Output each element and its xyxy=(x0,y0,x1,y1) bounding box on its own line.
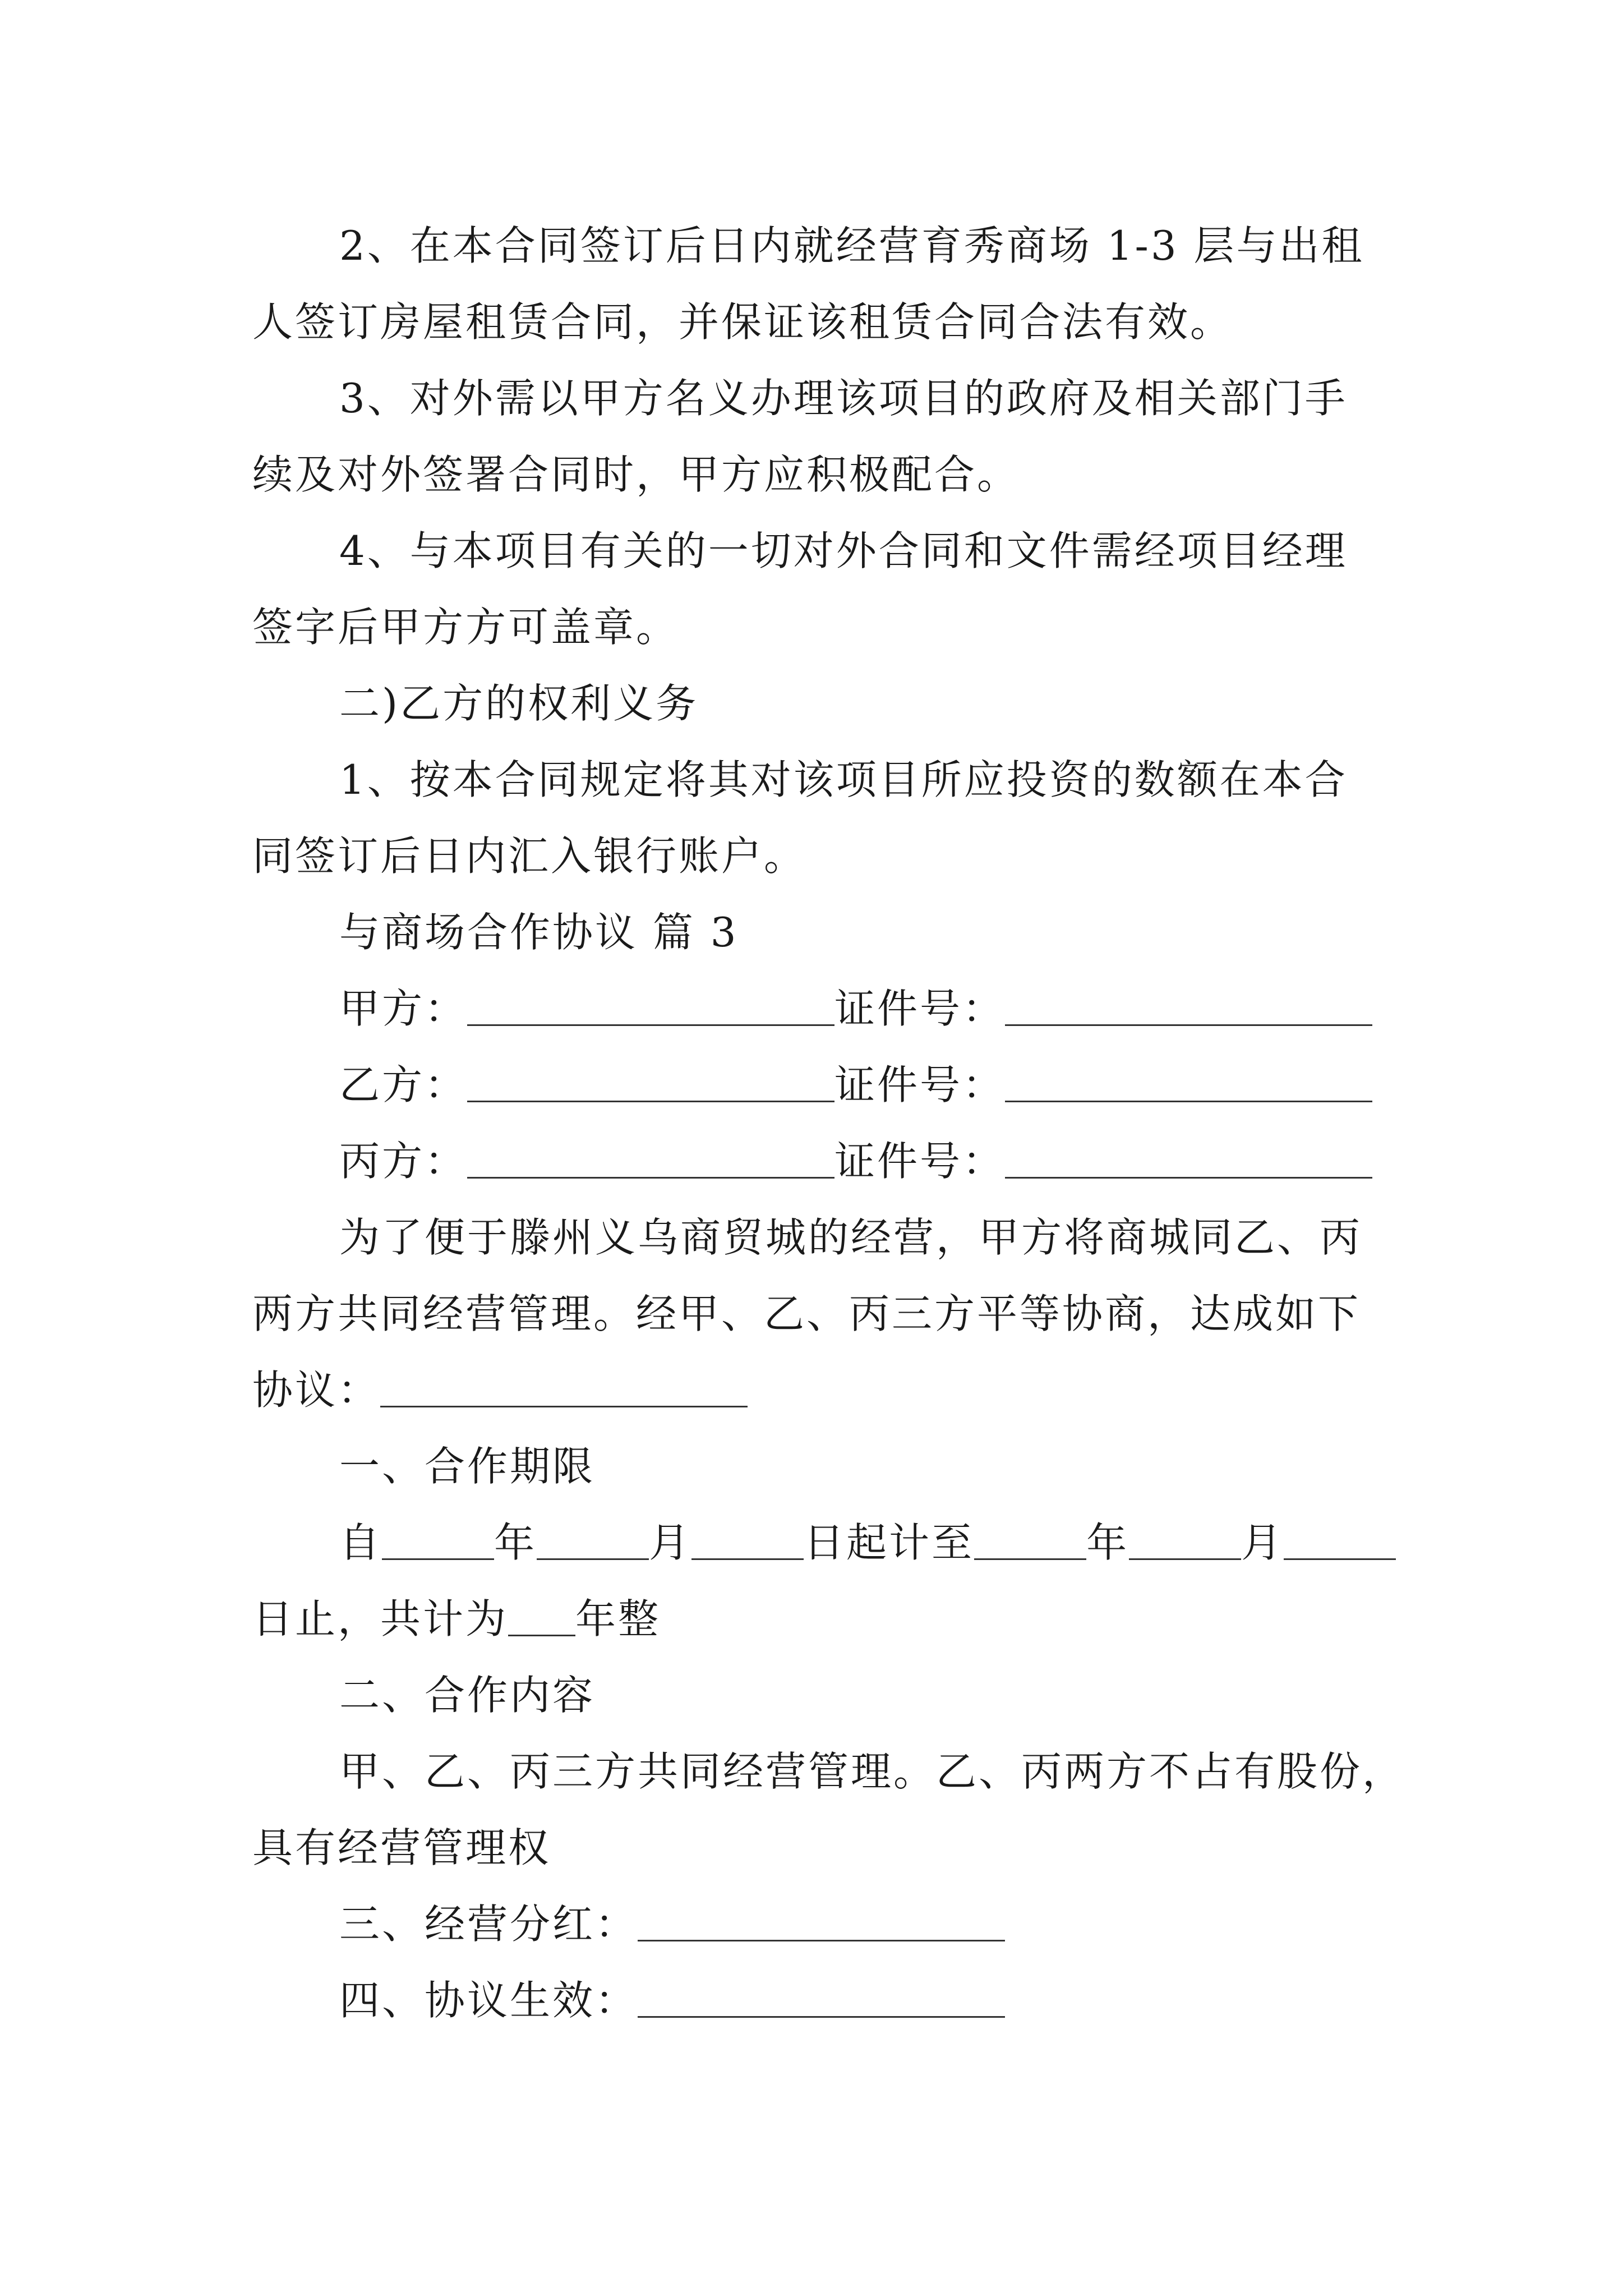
agreement-label: 协议： xyxy=(252,1366,381,1414)
end-day-blank[interactable] xyxy=(1284,1525,1396,1560)
section-heading: 二、合作内容 xyxy=(339,1672,596,1719)
document-title: 与商场合作协议 篇 3 xyxy=(339,909,739,956)
paragraph-line: 人签订房屋租赁合同，并保证该租赁合同合法有效。 xyxy=(252,298,1233,346)
from-label: 自 xyxy=(339,1519,382,1566)
day-to-label: 日起计至 xyxy=(804,1519,975,1566)
party-b-row xyxy=(252,1047,1380,1123)
effective-label: 四、协议生效： xyxy=(339,1977,638,2024)
party-b-name-blank[interactable] xyxy=(467,1067,834,1102)
paragraph-line: 1、按本合同规定将其对该项目所应投资的数额在本合 xyxy=(339,756,1348,803)
start-month-blank[interactable] xyxy=(537,1525,649,1560)
paragraph-line: 3、对外需以甲方名义办理该项目的政府及相关部门手 xyxy=(339,375,1348,422)
paragraph-line: 甲、乙、丙三方共同经营管理。乙、丙两方不占有股份， xyxy=(339,1748,1405,1795)
total-years-blank[interactable] xyxy=(508,1601,575,1636)
party-a-label: 甲方： xyxy=(339,985,468,1032)
start-year-blank[interactable] xyxy=(382,1525,494,1560)
effective-row xyxy=(252,1962,1380,2039)
paragraph-line: 同签订后日内汇入银行账户。 xyxy=(252,832,807,880)
end-month-blank[interactable] xyxy=(1129,1525,1241,1560)
year-label: 年 xyxy=(494,1519,537,1566)
start-day-blank[interactable] xyxy=(691,1525,804,1560)
period-row xyxy=(252,1504,1380,1581)
section-heading: 二)乙方的权利义务 xyxy=(339,680,699,727)
party-c-id-blank[interactable] xyxy=(1005,1143,1372,1179)
agreement-blank[interactable] xyxy=(380,1372,748,1407)
paragraph-line: 为了便于滕州义乌商贸城的经营，甲方将商城同乙、丙 xyxy=(339,1214,1363,1261)
effective-blank[interactable] xyxy=(638,1982,1005,2018)
party-b-label: 乙方： xyxy=(339,1061,468,1108)
year-label: 年 xyxy=(1086,1519,1129,1566)
period-end-row xyxy=(252,1581,1380,1657)
paragraph-line: 签字后甲方方可盖章。 xyxy=(252,604,679,651)
paragraph-line: 4、与本项目有关的一切对外合同和文件需经项目经理 xyxy=(339,527,1348,574)
party-a-name-blank[interactable] xyxy=(467,991,834,1026)
agreement-row xyxy=(252,1352,1380,1428)
party-c-label: 丙方： xyxy=(339,1138,468,1185)
period-end-label: 日止，共计为 xyxy=(252,1595,509,1642)
party-c-name-blank[interactable] xyxy=(467,1143,834,1179)
section-heading: 一、合作期限 xyxy=(339,1443,596,1490)
dividend-blank[interactable] xyxy=(638,1906,1005,1941)
end-year-blank[interactable] xyxy=(974,1525,1086,1560)
dividend-row xyxy=(252,1886,1380,1962)
party-a-row xyxy=(252,970,1380,1047)
party-c-row xyxy=(252,1123,1380,1199)
month-label: 月 xyxy=(649,1519,692,1566)
party-b-id-blank[interactable] xyxy=(1005,1067,1372,1102)
month-label: 月 xyxy=(1241,1519,1284,1566)
dividend-label: 三、经营分红： xyxy=(339,1901,638,1948)
paragraph-line: 具有经营管理权 xyxy=(252,1824,551,1871)
id-label: 证件号： xyxy=(834,1138,1006,1185)
party-a-id-blank[interactable] xyxy=(1005,991,1372,1026)
paragraph-line: 2、在本合同签订后日内就经营育秀商场 1-3 层与出租 xyxy=(339,222,1364,269)
id-label: 证件号： xyxy=(834,985,1006,1032)
paragraph-line: 续及对外签署合同时，甲方应积极配合。 xyxy=(252,451,1020,498)
years-label: 年整 xyxy=(575,1595,661,1642)
paragraph-line: 两方共同经营管理。经甲、乙、丙三方平等协商，达成如下 xyxy=(252,1290,1361,1337)
id-label: 证件号： xyxy=(834,1061,1006,1108)
document-page xyxy=(252,208,1405,2039)
